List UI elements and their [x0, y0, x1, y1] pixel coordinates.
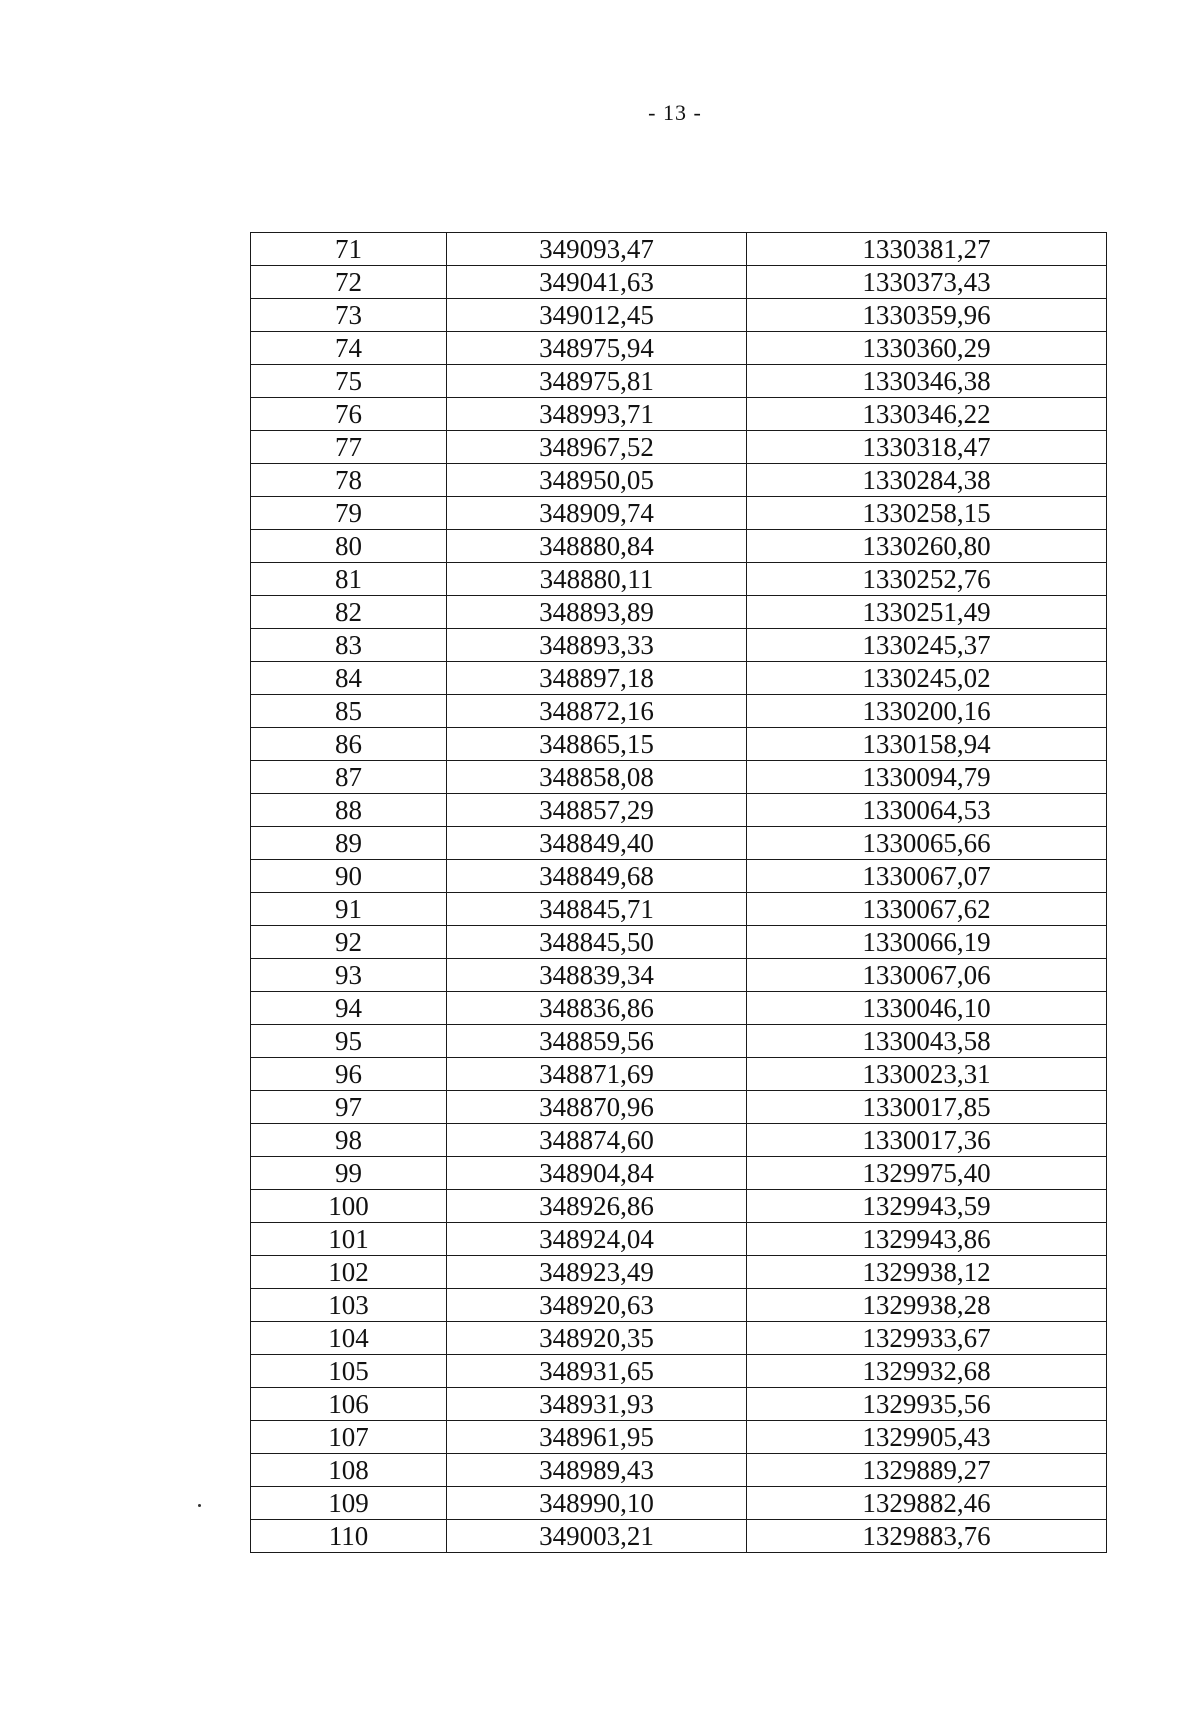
point-number-cell: 85: [251, 695, 447, 728]
point-number-cell: 71: [251, 233, 447, 266]
x-coordinate-cell: 349041,63: [447, 266, 747, 299]
table-row: [251, 959, 1107, 992]
y-coordinate-cell: 1330067,62: [747, 893, 1107, 926]
x-coordinate-cell: 348920,35: [447, 1322, 747, 1355]
y-coordinate-cell: 1330373,43: [747, 266, 1107, 299]
x-coordinate-cell: 349012,45: [447, 299, 747, 332]
table-row: [251, 431, 1107, 464]
table-row: [251, 761, 1107, 794]
table-row: [251, 233, 1107, 266]
y-coordinate-cell: 1330094,79: [747, 761, 1107, 794]
x-coordinate-cell: 348909,74: [447, 497, 747, 530]
x-coordinate-cell: 348926,86: [447, 1190, 747, 1223]
y-coordinate-cell: 1329938,28: [747, 1289, 1107, 1322]
x-coordinate-cell: 348931,93: [447, 1388, 747, 1421]
table-row: [251, 992, 1107, 1025]
y-coordinate-cell: 1329905,43: [747, 1421, 1107, 1454]
table-row: [251, 1421, 1107, 1454]
y-coordinate-cell: 1330381,27: [747, 233, 1107, 266]
point-number-cell: 90: [251, 860, 447, 893]
table-row: [251, 728, 1107, 761]
y-coordinate-cell: 1330023,31: [747, 1058, 1107, 1091]
y-coordinate-cell: 1330359,96: [747, 299, 1107, 332]
y-coordinate-cell: 1330245,37: [747, 629, 1107, 662]
table-row: [251, 1091, 1107, 1124]
x-coordinate-cell: 348872,16: [447, 695, 747, 728]
y-coordinate-cell: 1329882,46: [747, 1487, 1107, 1520]
x-coordinate-cell: 348967,52: [447, 431, 747, 464]
table-row: [251, 1124, 1107, 1157]
table-row: [251, 530, 1107, 563]
point-number-cell: 100: [251, 1190, 447, 1223]
table-row: [251, 827, 1107, 860]
point-number-cell: 92: [251, 926, 447, 959]
y-coordinate-cell: 1330067,07: [747, 860, 1107, 893]
page-number: - 13 -: [648, 100, 702, 125]
x-coordinate-cell: 348920,63: [447, 1289, 747, 1322]
x-coordinate-cell: 348975,81: [447, 365, 747, 398]
point-number-cell: 106: [251, 1388, 447, 1421]
point-number-cell: 98: [251, 1124, 447, 1157]
y-coordinate-cell: 1330017,36: [747, 1124, 1107, 1157]
x-coordinate-cell: 348845,71: [447, 893, 747, 926]
point-number-cell: 94: [251, 992, 447, 1025]
point-number-cell: 81: [251, 563, 447, 596]
y-coordinate-cell: 1330158,94: [747, 728, 1107, 761]
x-coordinate-cell: 348874,60: [447, 1124, 747, 1157]
x-coordinate-cell: 349093,47: [447, 233, 747, 266]
y-coordinate-cell: 1330251,49: [747, 596, 1107, 629]
table-row: [251, 1157, 1107, 1190]
x-coordinate-cell: 348836,86: [447, 992, 747, 1025]
table-row: [251, 299, 1107, 332]
table-row: [251, 563, 1107, 596]
y-coordinate-cell: 1329889,27: [747, 1454, 1107, 1487]
point-number-cell: 74: [251, 332, 447, 365]
table-row: [251, 1223, 1107, 1256]
coordinates-table: [250, 232, 1107, 1553]
point-number-cell: 91: [251, 893, 447, 926]
point-number-cell: 72: [251, 266, 447, 299]
x-coordinate-cell: 348845,50: [447, 926, 747, 959]
point-number-cell: 83: [251, 629, 447, 662]
x-coordinate-cell: 348961,95: [447, 1421, 747, 1454]
point-number-cell: 89: [251, 827, 447, 860]
point-number-cell: 105: [251, 1355, 447, 1388]
y-coordinate-cell: 1329975,40: [747, 1157, 1107, 1190]
table-row: [251, 860, 1107, 893]
table-row: [251, 1025, 1107, 1058]
point-number-cell: 86: [251, 728, 447, 761]
point-number-cell: 97: [251, 1091, 447, 1124]
x-coordinate-cell: 348871,69: [447, 1058, 747, 1091]
point-number-cell: 75: [251, 365, 447, 398]
y-coordinate-cell: 1330318,47: [747, 431, 1107, 464]
x-coordinate-cell: 348904,84: [447, 1157, 747, 1190]
x-coordinate-cell: 348849,68: [447, 860, 747, 893]
table-row: [251, 332, 1107, 365]
x-coordinate-cell: 348870,96: [447, 1091, 747, 1124]
table-row: [251, 1388, 1107, 1421]
point-number-cell: 104: [251, 1322, 447, 1355]
table-row: [251, 1454, 1107, 1487]
table-row: [251, 926, 1107, 959]
y-coordinate-cell: 1330067,06: [747, 959, 1107, 992]
x-coordinate-cell: 349003,21: [447, 1520, 747, 1553]
y-coordinate-cell: 1330260,80: [747, 530, 1107, 563]
x-coordinate-cell: 348893,89: [447, 596, 747, 629]
x-coordinate-cell: 348839,34: [447, 959, 747, 992]
point-number-cell: 84: [251, 662, 447, 695]
y-coordinate-cell: 1330284,38: [747, 464, 1107, 497]
point-number-cell: 109: [251, 1487, 447, 1520]
table-row: [251, 794, 1107, 827]
point-number-cell: 108: [251, 1454, 447, 1487]
point-number-cell: 87: [251, 761, 447, 794]
x-coordinate-cell: 348993,71: [447, 398, 747, 431]
point-number-cell: 107: [251, 1421, 447, 1454]
point-number-cell: 93: [251, 959, 447, 992]
table-row: [251, 1322, 1107, 1355]
table-row: [251, 1190, 1107, 1223]
point-number-cell: 78: [251, 464, 447, 497]
x-coordinate-cell: 348865,15: [447, 728, 747, 761]
x-coordinate-cell: 348893,33: [447, 629, 747, 662]
table-row: [251, 1520, 1107, 1553]
point-number-cell: 99: [251, 1157, 447, 1190]
table-row: [251, 497, 1107, 530]
x-coordinate-cell: 348880,84: [447, 530, 747, 563]
x-coordinate-cell: 348880,11: [447, 563, 747, 596]
table-row: [251, 1487, 1107, 1520]
x-coordinate-cell: 348924,04: [447, 1223, 747, 1256]
y-coordinate-cell: 1330258,15: [747, 497, 1107, 530]
x-coordinate-cell: 348858,08: [447, 761, 747, 794]
point-number-cell: 73: [251, 299, 447, 332]
table-row: [251, 695, 1107, 728]
y-coordinate-cell: 1329943,59: [747, 1190, 1107, 1223]
y-coordinate-cell: 1329943,86: [747, 1223, 1107, 1256]
y-coordinate-cell: 1330065,66: [747, 827, 1107, 860]
y-coordinate-cell: 1330346,22: [747, 398, 1107, 431]
x-coordinate-cell: 348923,49: [447, 1256, 747, 1289]
table-row: [251, 1256, 1107, 1289]
table-row: [251, 629, 1107, 662]
y-coordinate-cell: 1330017,85: [747, 1091, 1107, 1124]
y-coordinate-cell: 1329933,67: [747, 1322, 1107, 1355]
table-row: [251, 662, 1107, 695]
point-number-cell: 82: [251, 596, 447, 629]
y-coordinate-cell: 1330346,38: [747, 365, 1107, 398]
point-number-cell: 103: [251, 1289, 447, 1322]
x-coordinate-cell: 348859,56: [447, 1025, 747, 1058]
point-number-cell: 96: [251, 1058, 447, 1091]
table-row: [251, 1289, 1107, 1322]
y-coordinate-cell: 1329938,12: [747, 1256, 1107, 1289]
y-coordinate-cell: 1330200,16: [747, 695, 1107, 728]
point-number-cell: 102: [251, 1256, 447, 1289]
x-coordinate-cell: 348857,29: [447, 794, 747, 827]
table-row: [251, 596, 1107, 629]
point-number-cell: 101: [251, 1223, 447, 1256]
point-number-cell: 76: [251, 398, 447, 431]
x-coordinate-cell: 348975,94: [447, 332, 747, 365]
table-row: [251, 365, 1107, 398]
stray-dot-mark: [198, 1504, 201, 1507]
y-coordinate-cell: 1330252,76: [747, 563, 1107, 596]
table-row: [251, 266, 1107, 299]
table-row: [251, 398, 1107, 431]
coordinates-table-body: [251, 233, 1107, 1553]
table-row: [251, 1355, 1107, 1388]
point-number-cell: 95: [251, 1025, 447, 1058]
x-coordinate-cell: 348950,05: [447, 464, 747, 497]
point-number-cell: 79: [251, 497, 447, 530]
y-coordinate-cell: 1329935,56: [747, 1388, 1107, 1421]
x-coordinate-cell: 348897,18: [447, 662, 747, 695]
y-coordinate-cell: 1330043,58: [747, 1025, 1107, 1058]
point-number-cell: 88: [251, 794, 447, 827]
table-row: [251, 464, 1107, 497]
y-coordinate-cell: 1330360,29: [747, 332, 1107, 365]
y-coordinate-cell: 1330064,53: [747, 794, 1107, 827]
point-number-cell: 80: [251, 530, 447, 563]
x-coordinate-cell: 348849,40: [447, 827, 747, 860]
y-coordinate-cell: 1330066,19: [747, 926, 1107, 959]
x-coordinate-cell: 348931,65: [447, 1355, 747, 1388]
point-number-cell: 77: [251, 431, 447, 464]
x-coordinate-cell: 348989,43: [447, 1454, 747, 1487]
y-coordinate-cell: 1329883,76: [747, 1520, 1107, 1553]
y-coordinate-cell: 1329932,68: [747, 1355, 1107, 1388]
table-row: [251, 893, 1107, 926]
y-coordinate-cell: 1330245,02: [747, 662, 1107, 695]
y-coordinate-cell: 1330046,10: [747, 992, 1107, 1025]
table-row: [251, 1058, 1107, 1091]
point-number-cell: 110: [251, 1520, 447, 1553]
x-coordinate-cell: 348990,10: [447, 1487, 747, 1520]
